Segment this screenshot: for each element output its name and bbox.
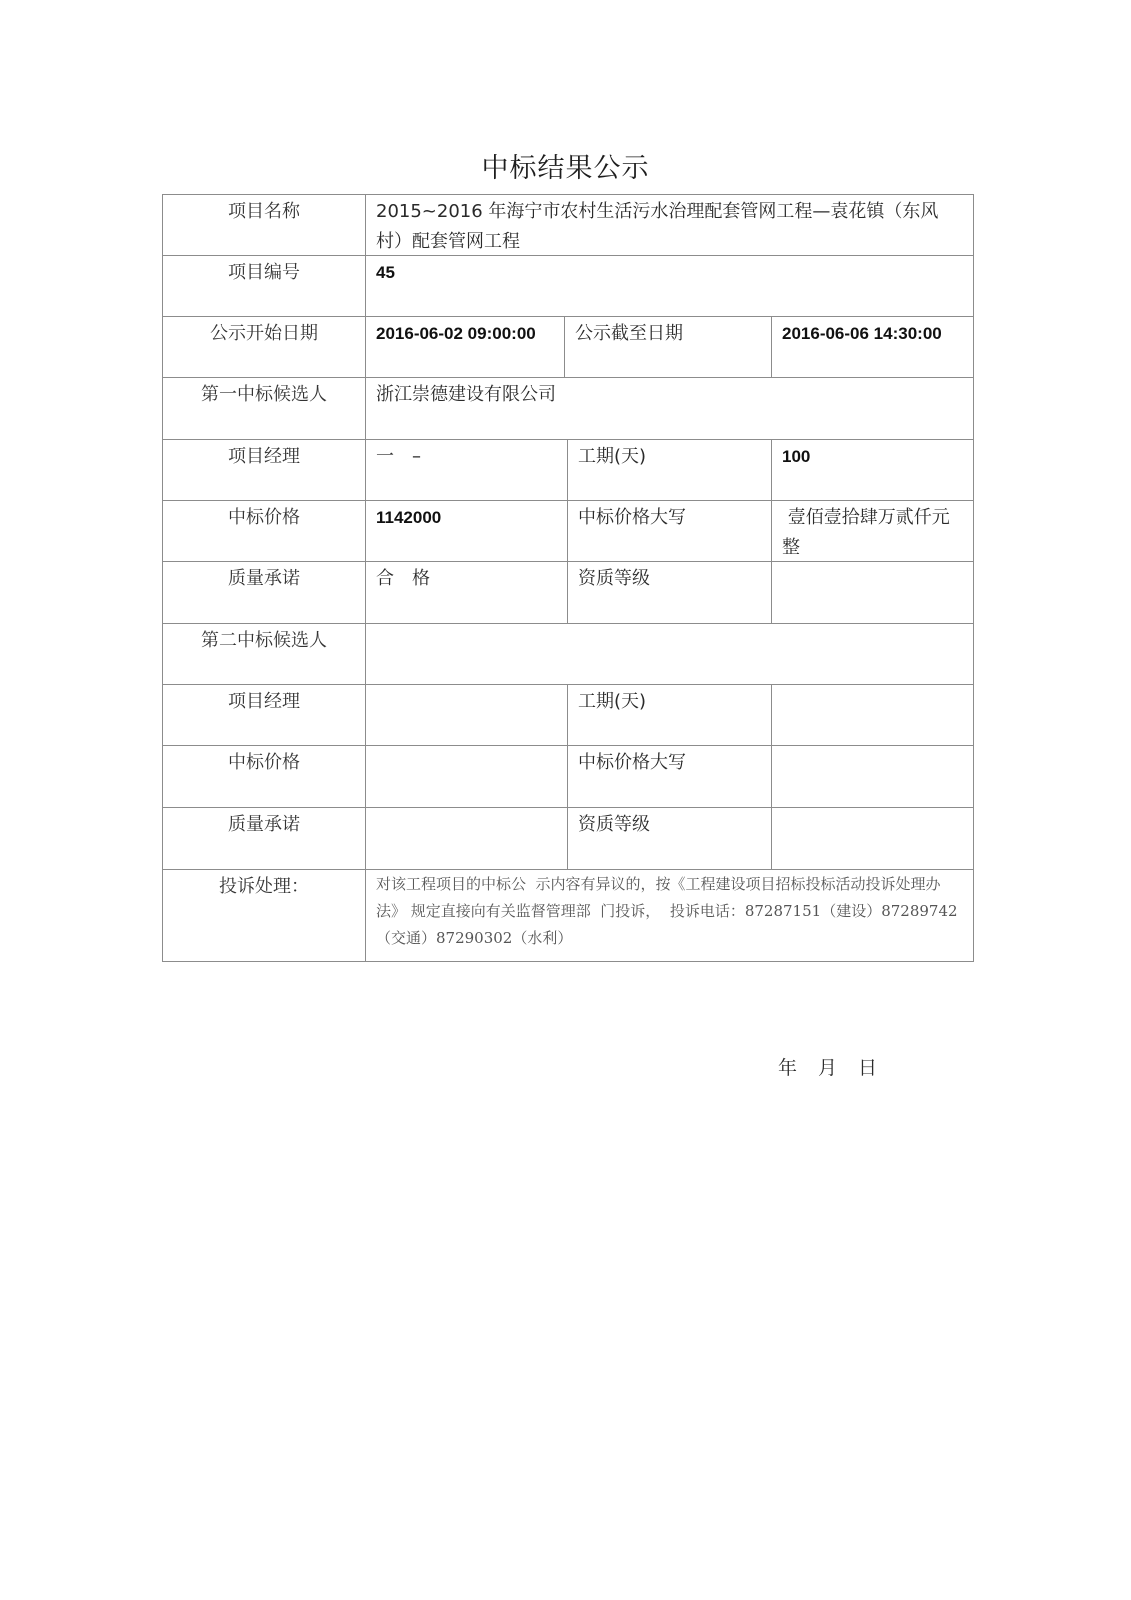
project-name-label: 项目名称 (228, 201, 300, 222)
signature-date: 年 月 日 (778, 1057, 879, 1079)
first-qualification-value (772, 562, 973, 623)
second-price-value (366, 746, 567, 807)
second-period-label: 工期(天) (578, 691, 647, 712)
publicity-start-value: 2016-06-02 09:00:00 (376, 324, 536, 343)
project-no-label: 项目编号 (228, 262, 300, 283)
first-manager-value: 一 – (376, 446, 421, 467)
first-quality-label: 质量承诺 (228, 568, 300, 589)
complaint-text: 对该工程项目的中标公 示内容有异议的，按《工程建设项目招标投标活动投诉处理办法》 规定直接向有关监督管理部 门投诉， 投诉电话：87287151（建设）87289742（交通）87290302（水利） (376, 875, 958, 947)
first-price-label: 中标价格 (228, 507, 300, 528)
second-manager-value (366, 685, 567, 745)
first-candidate-label: 第一中标候选人 (201, 384, 327, 405)
page-title: 中标结果公示 (481, 153, 650, 184)
first-period-label: 工期(天) (578, 446, 647, 467)
second-quality-label: 质量承诺 (228, 814, 300, 835)
publicity-end-value: 2016-06-06 14:30:00 (782, 324, 942, 343)
second-price-label: 中标价格 (228, 752, 300, 773)
first-price-upper-label: 中标价格大写 (578, 507, 686, 528)
second-price-upper-value (772, 746, 973, 807)
complaint-label: 投诉处理： (219, 876, 309, 897)
second-price-upper-label: 中标价格大写 (578, 752, 686, 773)
first-price-value: 1142000 (376, 508, 442, 527)
second-candidate-value (366, 624, 973, 684)
publicity-end-label: 公示截至日期 (575, 323, 683, 344)
second-manager-label: 项目经理 (228, 691, 300, 712)
first-quality-value: 合 格 (376, 568, 430, 589)
first-candidate-value: 浙江崇德建设有限公司 (376, 384, 556, 405)
first-price-upper-value: 壹佰壹拾肆万贰仟元整 (782, 507, 950, 558)
second-period-value (772, 685, 973, 745)
bid-result-table (162, 194, 974, 962)
second-quality-value (366, 808, 567, 869)
second-qualification-label: 资质等级 (578, 814, 650, 835)
first-qualification-label: 资质等级 (578, 568, 650, 589)
project-name-value: 2015~2016 年海宁市农村生活污水治理配套管网工程—袁花镇（东风村）配套管网工程 (376, 201, 939, 252)
first-manager-label: 项目经理 (228, 446, 300, 467)
project-no-value: 45 (376, 263, 395, 282)
second-qualification-value (772, 808, 973, 869)
first-period-value: 100 (782, 447, 811, 466)
second-candidate-label: 第二中标候选人 (201, 630, 327, 651)
publicity-start-label: 公示开始日期 (210, 323, 318, 344)
